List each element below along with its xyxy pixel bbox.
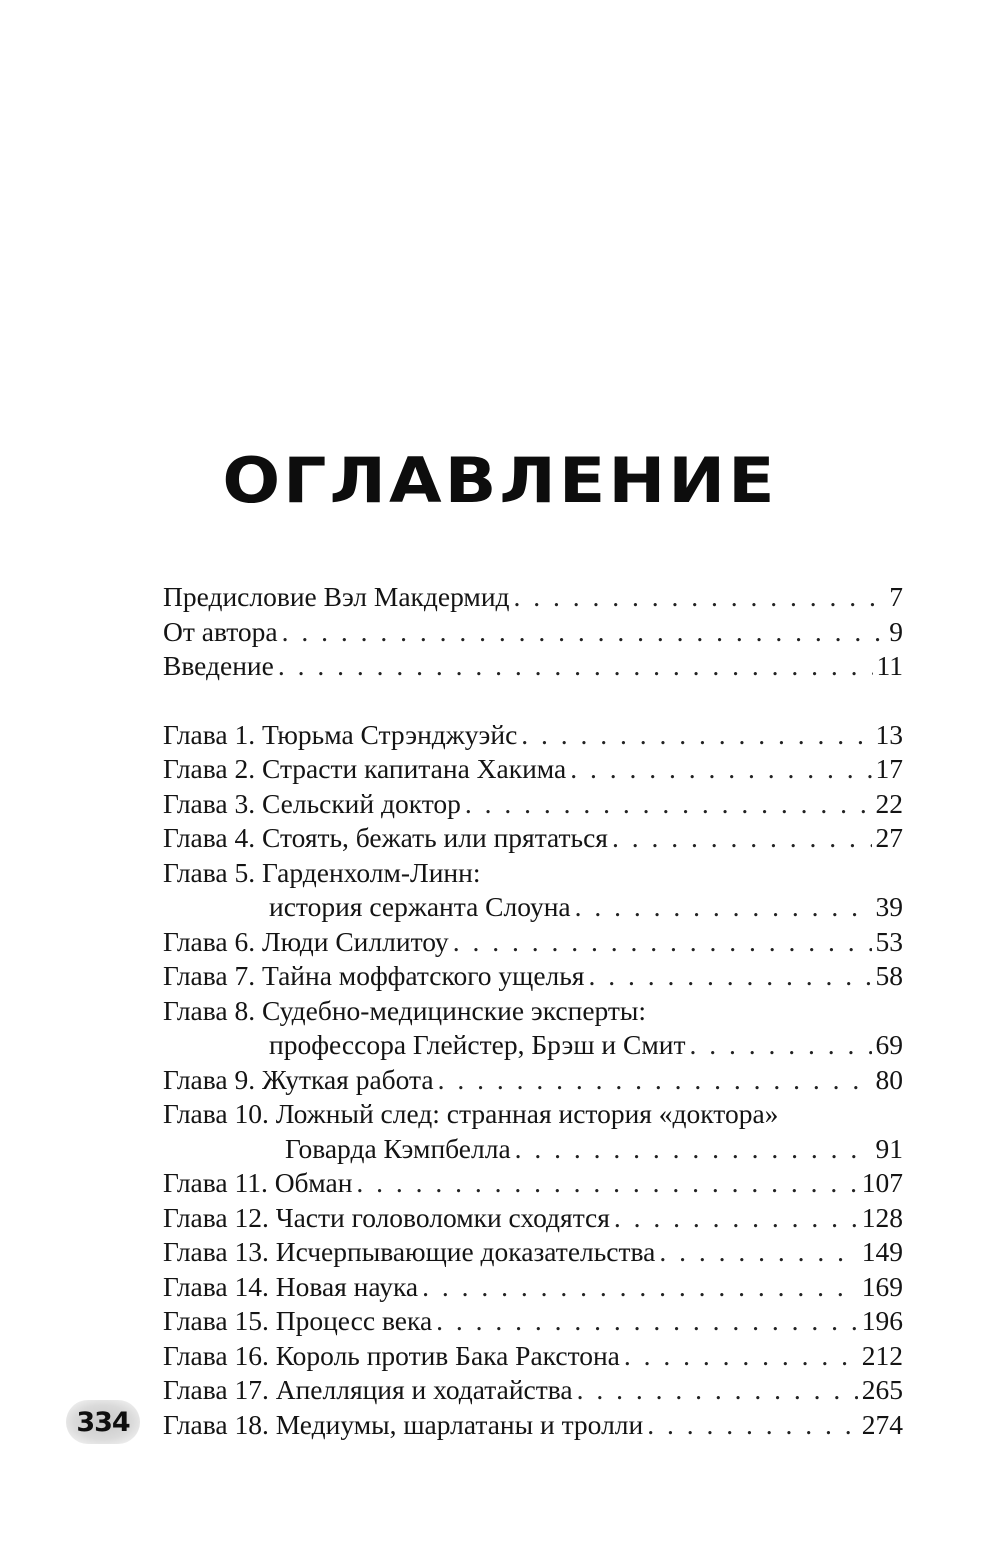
dot-leader (436, 1304, 858, 1339)
toc-entry-title: Глава 5. Гарденхолм-Линн: (163, 856, 481, 888)
toc-entry (163, 1166, 903, 1201)
toc-entry (163, 1201, 903, 1236)
toc-page-number: 107 (861, 1167, 903, 1198)
toc-entry-title: Введение (163, 650, 274, 681)
toc-page-number: 91 (875, 1132, 903, 1164)
toc-entry-title-continued: профессора Глейстер, Брэш и Смит (269, 1029, 686, 1060)
toc-page-number: 274 (861, 1408, 903, 1440)
toc-page-number: 169 (861, 1270, 903, 1302)
toc-page-number: 9 (889, 615, 903, 647)
toc-page-number: 265 (861, 1374, 903, 1405)
toc-entry (163, 1097, 903, 1166)
toc-page-number: 13 (875, 718, 903, 750)
toc-entry-title: Глава 16. Король против Бака Ракстона (163, 1339, 620, 1371)
toc-entry-title: Глава 14. Новая наука (163, 1270, 419, 1302)
toc-entry (163, 821, 903, 856)
toc-entry (163, 1270, 903, 1305)
toc-entry-title: Предисловие Вэл Макдермид (163, 581, 510, 612)
dot-leader (614, 1201, 858, 1236)
dot-leader (575, 890, 872, 925)
toc-entry-title: Глава 1. Тюрьма Стрэнджуэйс (163, 718, 518, 750)
toc-entry-title: Глава 8. Судебно-медицинские эксперты: (163, 994, 647, 1026)
toc-entry-title: Глава 10. Ложный след: странная история «доктора» (163, 1098, 779, 1129)
dot-leader (356, 1166, 857, 1201)
toc-page-number: 27 (875, 822, 903, 853)
dot-leader (465, 787, 872, 822)
toc-entry-title: От автора (163, 615, 278, 647)
toc-entry-title: Глава 13. Исчерпывающие доказательства (163, 1236, 656, 1267)
toc-entry-title: Глава 9. Жуткая работа (163, 1063, 434, 1095)
toc-page-number: 212 (861, 1339, 903, 1371)
toc-page-number: 11 (876, 650, 903, 681)
front-matter-list (163, 580, 903, 684)
toc-page-number: 80 (875, 1063, 903, 1095)
toc-page-number: 128 (861, 1201, 903, 1233)
toc-entry (163, 1304, 903, 1339)
dot-leader (689, 1028, 871, 1063)
toc-entry-title: Глава 4. Стоять, бежать или прятаться (163, 822, 608, 853)
dot-leader (515, 1132, 872, 1167)
dot-leader (612, 821, 872, 856)
toc-page-number: 58 (875, 960, 903, 991)
page-title: ОГЛАВЛЕНИЕ (222, 445, 778, 518)
toc-entry (163, 649, 903, 684)
toc-page-number: 149 (861, 1236, 903, 1267)
toc-entry (163, 994, 903, 1063)
dot-leader (647, 1408, 858, 1443)
toc-entry (163, 925, 903, 960)
toc-entry (163, 615, 903, 650)
dot-leader (521, 718, 871, 753)
dot-leader (453, 925, 872, 960)
folio-page-number: 334 (66, 1400, 140, 1444)
toc-page-number: 17 (875, 753, 903, 784)
toc-entry (163, 959, 903, 994)
toc-entry (163, 752, 903, 787)
dot-leader (588, 959, 871, 994)
dot-leader (570, 752, 871, 787)
dot-leader (438, 1063, 872, 1098)
toc-entry (163, 1339, 903, 1374)
toc-entry-title: Глава 15. Процесс века (163, 1305, 433, 1336)
toc-entry-title: Глава 3. Сельский доктор (163, 787, 461, 819)
toc-entry-title-continued: Говарда Кэмпбелла (285, 1132, 511, 1164)
toc-entry (163, 580, 903, 615)
toc-page-number: 53 (875, 925, 903, 957)
toc-entry (163, 718, 903, 753)
toc-entry (163, 787, 903, 822)
dot-leader (577, 1373, 858, 1408)
toc-entry-title: Глава 6. Люди Силлитоу (163, 925, 449, 957)
toc-page-number: 39 (875, 891, 903, 922)
toc-entry-title: Глава 2. Страсти капитана Хакима (163, 753, 567, 784)
dot-leader (422, 1270, 858, 1305)
toc-entry-title: Глава 7. Тайна моффатского ущелья (163, 960, 585, 991)
dot-leader (659, 1235, 857, 1270)
toc-page-number: 196 (861, 1305, 903, 1336)
toc-entry (163, 1235, 903, 1270)
toc-page-number: 69 (875, 1029, 903, 1060)
toc-page-number: 7 (889, 581, 903, 612)
dot-leader (624, 1339, 858, 1374)
dot-leader (514, 580, 886, 615)
chapter-list (163, 718, 903, 1443)
toc-entry-title: Глава 12. Части головоломки сходятся (163, 1201, 610, 1233)
dot-leader (278, 649, 873, 684)
toc-entry-title: Глава 17. Апелляция и ходатайства (163, 1374, 573, 1405)
toc-entry (163, 1373, 903, 1408)
toc-entry-title: Глава 18. Медиумы, шарлатаны и тролли (163, 1408, 644, 1440)
dot-leader (282, 615, 886, 650)
toc-entry-title: Глава 11. Обман (163, 1167, 353, 1198)
toc-entry-title-continued: история сержанта Слоуна (269, 891, 571, 922)
table-of-contents (163, 580, 903, 1442)
toc-page-number: 22 (875, 787, 903, 819)
toc-entry (163, 1063, 903, 1098)
toc-entry (163, 1408, 903, 1443)
toc-entry (163, 856, 903, 925)
